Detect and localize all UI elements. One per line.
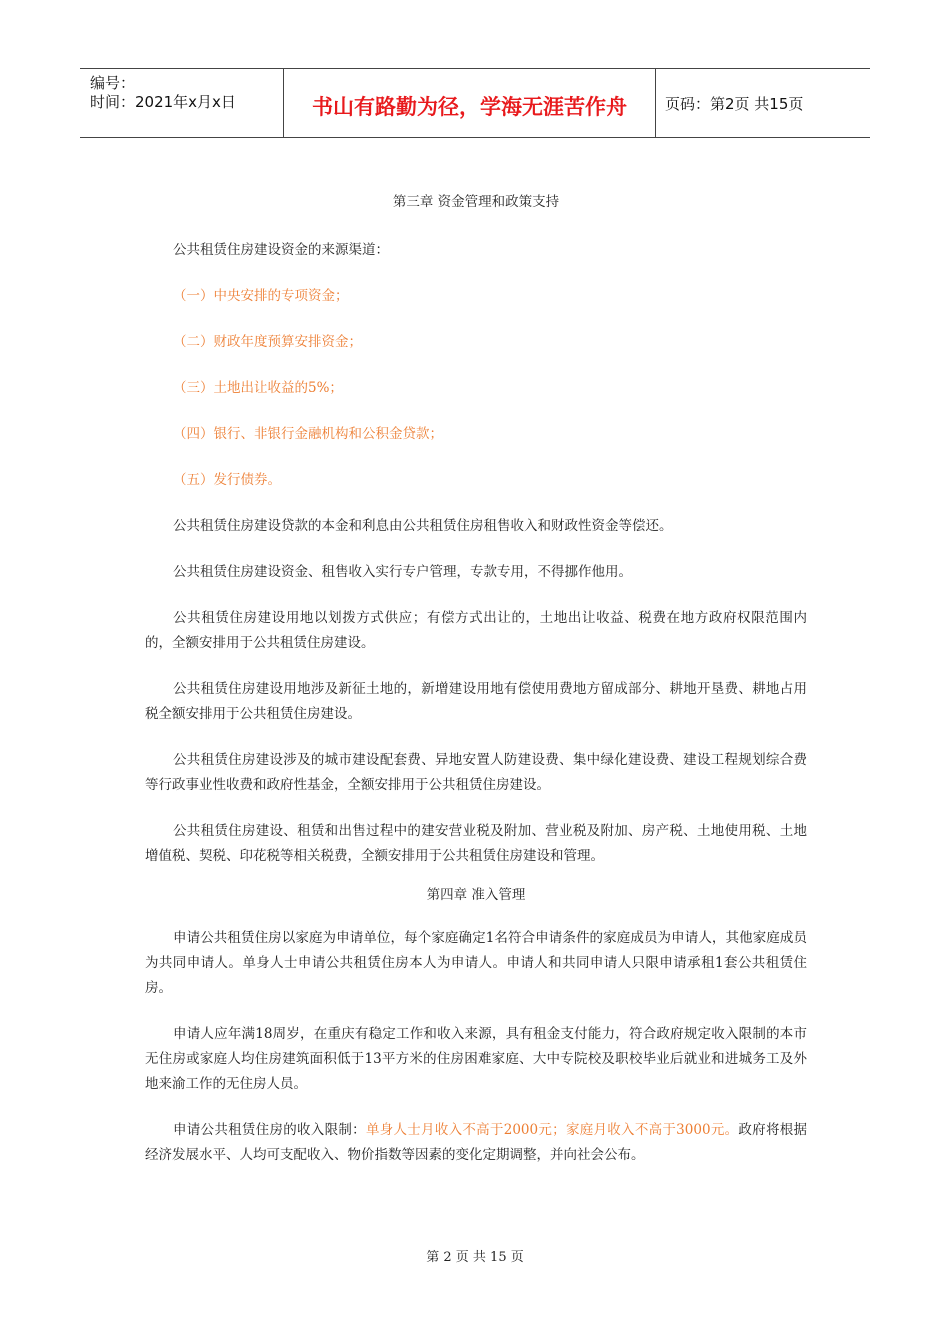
paragraph (145, 1118, 807, 1168)
list-item: （一）中央安排的专项资金； (173, 288, 349, 304)
list-item: （三）土地出让收益的5%； (173, 380, 343, 396)
document-body (145, 192, 807, 1168)
income-limit-label: 申请公共租赁住房的收入限制： (173, 1122, 366, 1138)
motto: 书山有路勤为径，学海无涯苦作舟 (312, 95, 627, 119)
header-meta (80, 69, 284, 137)
list-item: （二）财政年度预算安排资金； (173, 334, 362, 350)
paragraph: 公共租赁住房建设用地以划拨方式供应；有偿方式出让的，土地出让收益、税费在地方政府权限范围内的，全额安排用于公共租赁住房建设。 (145, 610, 807, 651)
header-motto-cell (284, 69, 656, 137)
paragraph: 申请人应年满18周岁，在重庆有稳定工作和收入来源，具有租金支付能力，符合政府规定收入限制的本市无住房或家庭人均住房建筑面积低于13平方米的住房困难家庭、大中专院校及职校毕业后就业和进城务工及外地来渝工作的无住房人员。 (145, 1026, 807, 1092)
income-limit-note: 政府将根据经济发展水平、人均可支配收入、物价指数等因素的变化定期调整，并向社会公布。 (145, 1122, 808, 1163)
header-page-cell (656, 69, 870, 137)
paragraph: 申请公共租赁住房以家庭为申请单位，每个家庭确定1名符合申请条件的家庭成员为申请人，其他家庭成员为共同申请人。单身人士申请公共租赁住房本人为申请人。申请人和共同申请人只限申请承租1套公共租赁住房。 (145, 930, 807, 996)
header-page-info: 页码：第2页 共15页 (665, 95, 804, 113)
chapter4-title: 第四章 准入管理 (426, 887, 526, 903)
chapter3-title: 第三章 资金管理和政策支持 (392, 194, 560, 210)
income-limit-values: 单身人士月收入不高于2000元；家庭月收入不高于3000元。 (365, 1122, 739, 1138)
paragraph: 公共租赁住房建设涉及的城市建设配套费、异地安置人防建设费、集中绿化建设费、建设工程规划综合费等行政事业性收费和政府性基金，全额安排用于公共租赁住房建设。 (145, 752, 807, 793)
paragraph: 公共租赁住房建设资金、租售收入实行专户管理，专款专用，不得挪作他用。 (173, 564, 632, 580)
paragraph: 公共租赁住房建设资金的来源渠道： (173, 242, 389, 258)
paragraph: 公共租赁住房建设贷款的本金和利息由公共租赁住房租售收入和财政性资金等偿还。 (173, 518, 673, 534)
document-number: 编号： (90, 74, 136, 92)
page-header (80, 68, 870, 138)
page-footer: 第 2 页 共 15 页 (426, 1250, 524, 1265)
list-item: （五）发行债券。 (173, 472, 281, 488)
list-item: （四）银行、非银行金融机构和公积金贷款； (173, 426, 443, 442)
paragraph: 公共租赁住房建设、租赁和出售过程中的建安营业税及附加、营业税及附加、房产税、土地使用税、土地增值税、契税、印花税等相关税费，全额安排用于公共租赁住房建设和管理。 (145, 823, 807, 864)
paragraph: 公共租赁住房建设用地涉及新征土地的，新增建设用地有偿使用费地方留成部分、耕地开垦费、耕地占用税全额安排用于公共租赁住房建设。 (145, 681, 807, 722)
document-date: 时间：2021年x月x日 (90, 93, 236, 111)
